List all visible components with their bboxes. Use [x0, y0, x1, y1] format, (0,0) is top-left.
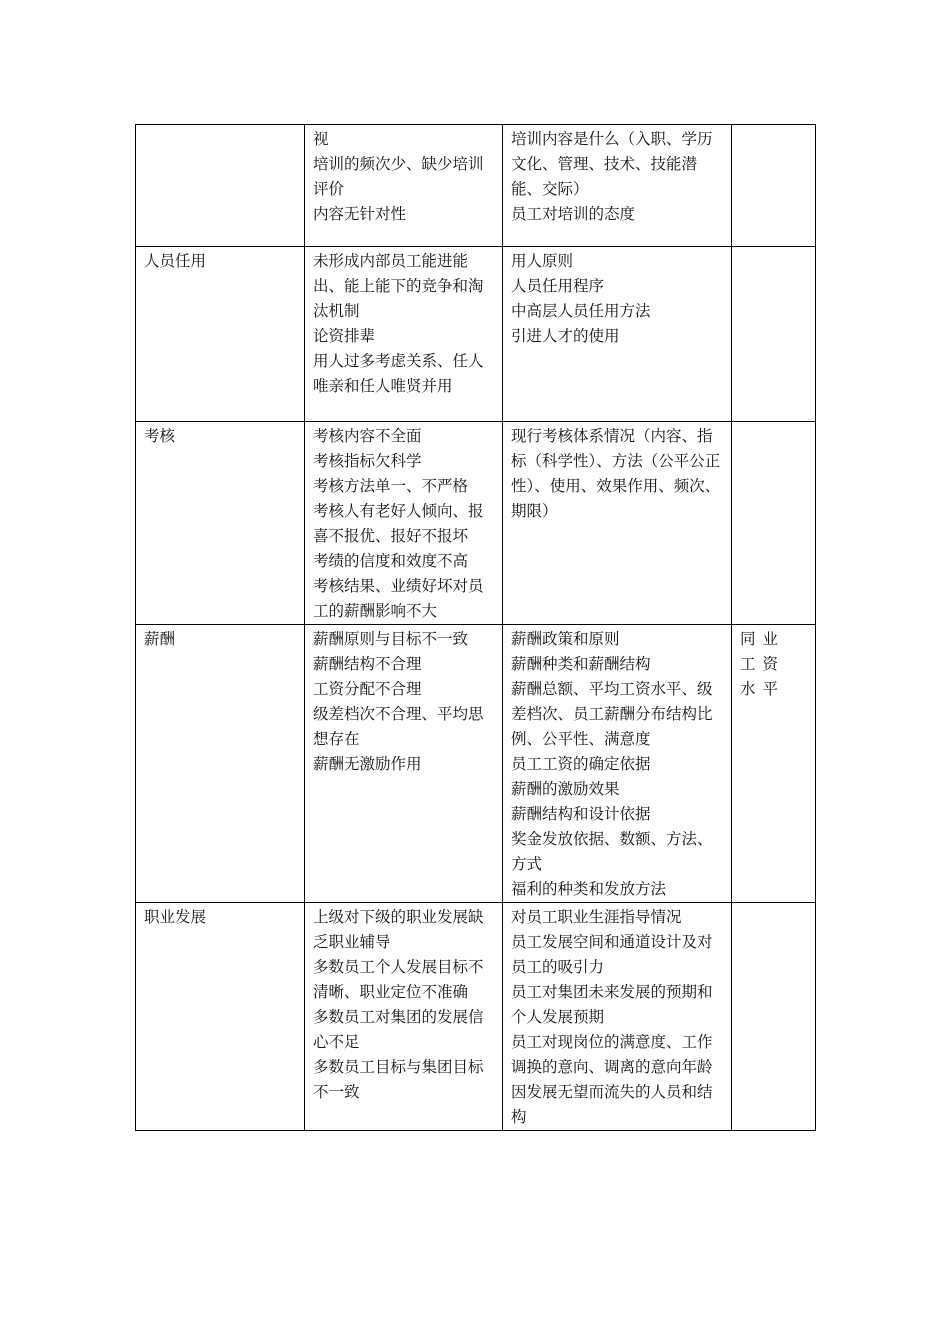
problem-item: 考绩的信度和效度不高: [313, 552, 469, 570]
content-item: 引进人才的使用: [511, 327, 620, 345]
content-item: 薪酬政策和原则: [511, 630, 620, 648]
hr-diagnosis-table: [135, 124, 816, 1131]
content-cell: [503, 247, 732, 422]
content-item: 中高层人员任用方法: [511, 302, 651, 320]
content-cell: [503, 125, 732, 247]
problem-item: 薪酬无激励作用: [313, 755, 422, 773]
topic-cell: [136, 125, 305, 247]
external-cell: [732, 125, 816, 247]
topic-label: 职业发展: [144, 908, 207, 926]
problem-item: 工资分配不合理: [313, 680, 422, 698]
content-item: 现行考核体系情况（内容、指标（科学性）、方法（公平公正性）、使用、效果作用、频次、期限）: [511, 427, 721, 520]
content-item: 薪酬种类和薪酬结构: [511, 655, 651, 673]
external-reference: 同业工资水平: [740, 630, 786, 698]
content-item: 培训内容是什么（入职、学历文化、管理、技术、技能潜能、交际）: [511, 130, 713, 198]
table-row-salary: [136, 625, 816, 903]
problems-cell: [305, 903, 503, 1131]
content-item: 人员任用程序: [511, 277, 605, 295]
external-cell: [732, 247, 816, 422]
table-row-training: [136, 125, 816, 247]
content-cell: [503, 625, 732, 903]
content-item: 福利的种类和发放方法: [511, 880, 667, 898]
table-row-staffing: [136, 247, 816, 422]
content-item: 薪酬的激励效果: [511, 780, 620, 798]
external-cell: [732, 625, 816, 903]
external-cell: [732, 903, 816, 1131]
problem-item: 考核人有老好人倾向、报喜不报优、报好不报坏: [313, 502, 484, 545]
content-item: 员工对现岗位的满意度、工作调换的意向、调离的意向年龄: [511, 1033, 713, 1076]
problems-cell: [305, 625, 503, 903]
table-row-assessment: [136, 422, 816, 625]
table-row-career: [136, 903, 816, 1131]
topic-label: 考核: [144, 427, 176, 445]
problem-item: 论资排辈: [313, 327, 376, 345]
problems-cell: [305, 247, 503, 422]
content-cell: [503, 422, 732, 625]
topic-cell: [136, 422, 305, 625]
topic-label: 人员任用: [144, 252, 207, 270]
problems-cell: [305, 125, 503, 247]
external-cell: [732, 422, 816, 625]
problem-item: 多数员工对集团的发展信心不足: [313, 1008, 484, 1051]
content-item: 因发展无望而流失的人员和结构: [511, 1083, 713, 1126]
content-cell: [503, 903, 732, 1131]
problem-item: 多数员工目标与集团目标不一致: [313, 1058, 484, 1101]
content-item: 对员工职业生涯指导情况: [511, 908, 682, 926]
problem-item: 考核结果、业绩好坏对员工的薪酬影响不大: [313, 577, 484, 620]
problem-item: 薪酬原则与目标不一致: [313, 630, 469, 648]
content-item: 用人原则: [511, 252, 574, 270]
problem-item: 上级对下级的职业发展缺乏职业辅导: [313, 908, 484, 951]
topic-label: 薪酬: [144, 630, 176, 648]
content-item: 员工对培训的态度: [511, 205, 636, 223]
problem-item: 培训的频次少、缺少培训评价: [313, 155, 484, 198]
problem-item: 考核内容不全面: [313, 427, 422, 445]
topic-cell: [136, 247, 305, 422]
problem-item: 未形成内部员工能进能出、能上能下的竞争和淘汰机制: [313, 252, 484, 320]
problem-item: 考核方法单一、不严格: [313, 477, 469, 495]
problem-item: 考核指标欠科学: [313, 452, 422, 470]
content-item: 员工对集团未来发展的预期和个人发展预期: [511, 983, 713, 1026]
problems-cell: [305, 422, 503, 625]
problem-item: 多数员工个人发展目标不清晰、职业定位不准确: [313, 958, 484, 1001]
content-item: 员工发展空间和通道设计及对员工的吸引力: [511, 933, 713, 976]
topic-cell: [136, 625, 305, 903]
content-item: 薪酬结构和设计依据: [511, 805, 651, 823]
problem-item: 视: [313, 130, 329, 148]
content-item: 薪酬总额、平均工资水平、级差档次、员工薪酬分布结构比例、公平性、满意度: [511, 680, 713, 748]
content-item: 奖金发放依据、数额、方法、方式: [511, 830, 713, 873]
problem-item: 薪酬结构不合理: [313, 655, 422, 673]
content-item: 员工工资的确定依据: [511, 755, 651, 773]
problem-item: 内容无针对性: [313, 205, 407, 223]
topic-cell: [136, 903, 305, 1131]
problem-item: 用人过多考虑关系、任人唯亲和任人唯贤并用: [313, 352, 484, 395]
problem-item: 级差档次不合理、平均思想存在: [313, 705, 484, 748]
